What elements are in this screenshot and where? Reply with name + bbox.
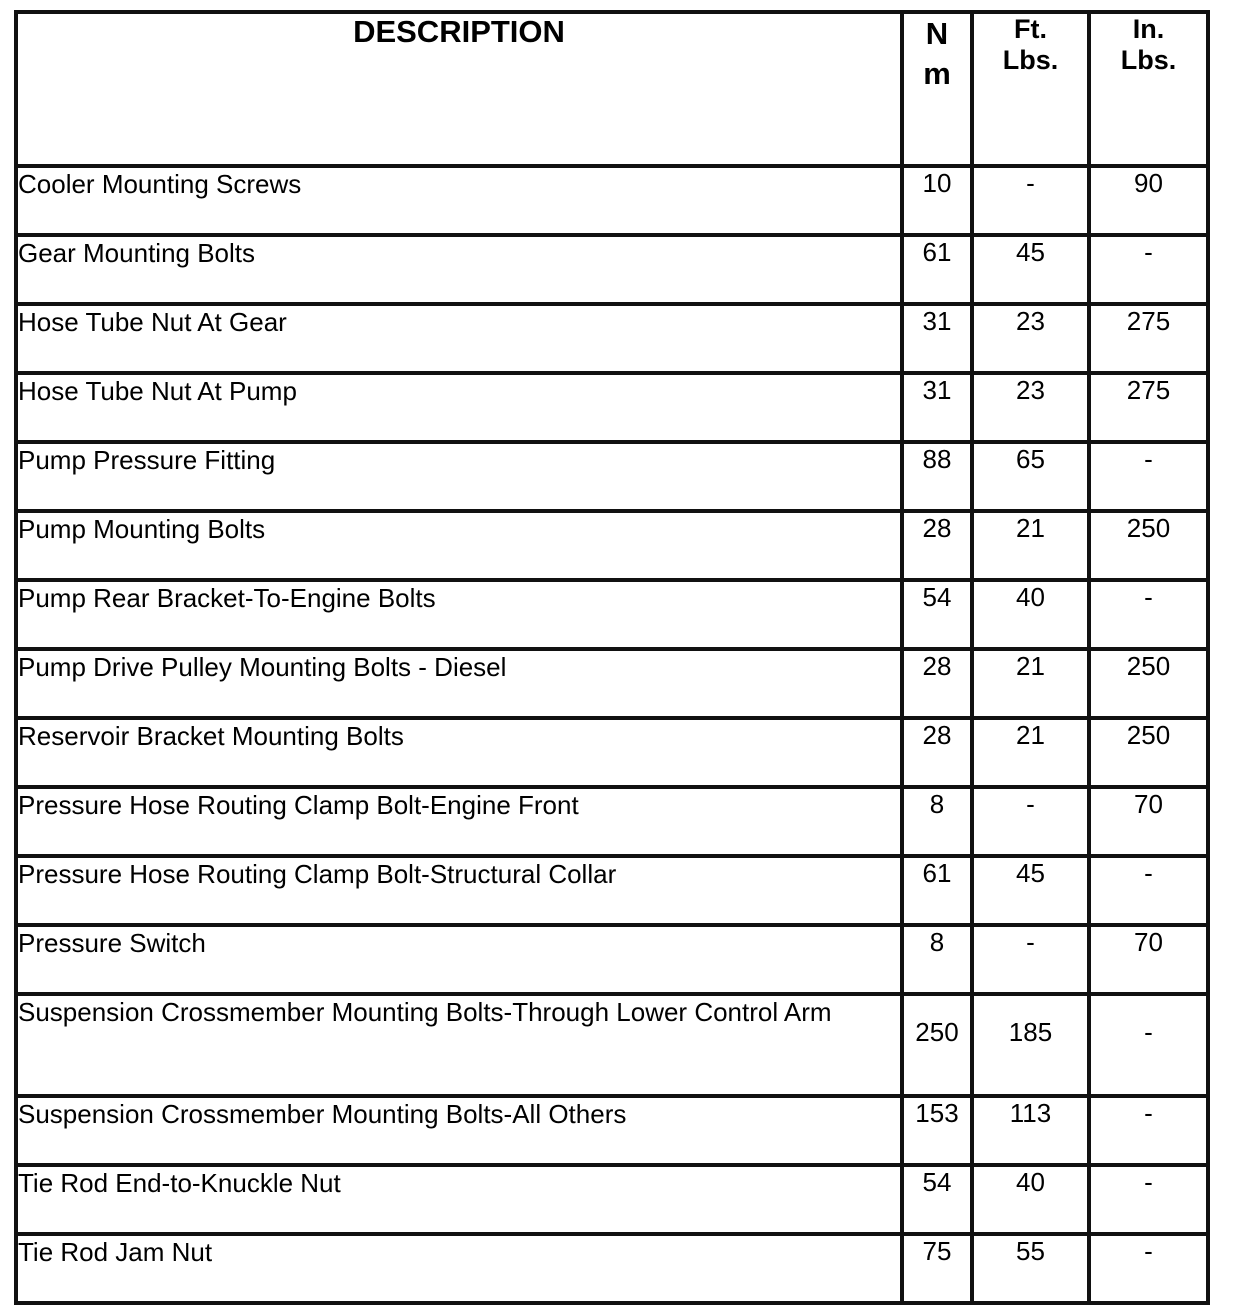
row-description: Gear Mounting Bolts (16, 235, 902, 304)
row-nm: 8 (902, 787, 972, 856)
row-in-lbs: 250 (1089, 649, 1208, 718)
row-description: Suspension Crossmember Mounting Bolts-All Others (16, 1096, 902, 1165)
row-in-lbs: 70 (1089, 787, 1208, 856)
row-ft-lbs: 40 (972, 1165, 1089, 1234)
table-row (16, 718, 1208, 787)
row-in-lbs: - (1089, 994, 1208, 1096)
header-row (16, 12, 1208, 166)
table-row (16, 1096, 1208, 1165)
table-row (16, 442, 1208, 511)
row-in-lbs: 275 (1089, 373, 1208, 442)
row-description: Pressure Hose Routing Clamp Bolt-Engine Front (16, 787, 902, 856)
row-ft-lbs: - (972, 166, 1089, 235)
row-description: Hose Tube Nut At Pump (16, 373, 902, 442)
row-ft-lbs: 21 (972, 718, 1089, 787)
row-nm: 31 (902, 304, 972, 373)
table-row (16, 235, 1208, 304)
header-in-line2: Lbs. (1120, 45, 1177, 75)
row-nm: 61 (902, 235, 972, 304)
header-description: DESCRIPTION (16, 12, 902, 166)
row-nm: 28 (902, 511, 972, 580)
row-description: Pump Mounting Bolts (16, 511, 902, 580)
row-ft-lbs: 185 (972, 994, 1089, 1096)
row-in-lbs: - (1089, 580, 1208, 649)
row-description: Pump Drive Pulley Mounting Bolts - Diesel (16, 649, 902, 718)
row-in-lbs: - (1089, 442, 1208, 511)
torque-spec-table (14, 10, 1210, 1305)
row-ft-lbs: 45 (972, 856, 1089, 925)
row-nm: 31 (902, 373, 972, 442)
table-row (16, 1234, 1208, 1303)
row-ft-lbs: 23 (972, 373, 1089, 442)
row-in-lbs: 90 (1089, 166, 1208, 235)
row-description: Suspension Crossmember Mounting Bolts-Through Lower Control Arm (16, 994, 902, 1096)
table-row (16, 373, 1208, 442)
table-row (16, 580, 1208, 649)
row-description: Pressure Hose Routing Clamp Bolt-Structural Collar (16, 856, 902, 925)
table-row (16, 856, 1208, 925)
row-in-lbs: - (1089, 235, 1208, 304)
row-ft-lbs: 65 (972, 442, 1089, 511)
row-ft-lbs: 40 (972, 580, 1089, 649)
row-nm: 54 (902, 1165, 972, 1234)
header-in-line1: In. (1132, 14, 1165, 44)
row-nm: 8 (902, 925, 972, 994)
row-nm: 54 (902, 580, 972, 649)
row-description: Hose Tube Nut At Gear (16, 304, 902, 373)
row-nm: 88 (902, 442, 972, 511)
row-ft-lbs: 23 (972, 304, 1089, 373)
row-description: Reservoir Bracket Mounting Bolts (16, 718, 902, 787)
row-description: Pressure Switch (16, 925, 902, 994)
table-row (16, 787, 1208, 856)
row-nm: 75 (902, 1234, 972, 1303)
row-description: Pump Rear Bracket-To-Engine Bolts (16, 580, 902, 649)
row-nm: 10 (902, 166, 972, 235)
row-ft-lbs: 21 (972, 511, 1089, 580)
header-nm-line2: m (923, 56, 951, 91)
table-row (16, 166, 1208, 235)
row-nm: 28 (902, 649, 972, 718)
row-in-lbs: - (1089, 1234, 1208, 1303)
header-foot-pounds (972, 12, 1089, 166)
table-row (16, 1165, 1208, 1234)
header-inch-pounds (1089, 12, 1208, 166)
row-in-lbs: 250 (1089, 718, 1208, 787)
row-in-lbs: - (1089, 1165, 1208, 1234)
table-row (16, 649, 1208, 718)
row-in-lbs: - (1089, 1096, 1208, 1165)
row-nm: 153 (902, 1096, 972, 1165)
table-row (16, 304, 1208, 373)
row-ft-lbs: 55 (972, 1234, 1089, 1303)
row-description: Tie Rod Jam Nut (16, 1234, 902, 1303)
table-row (16, 511, 1208, 580)
row-ft-lbs: - (972, 787, 1089, 856)
row-nm: 61 (902, 856, 972, 925)
row-description: Pump Pressure Fitting (16, 442, 902, 511)
row-description: Cooler Mounting Screws (16, 166, 902, 235)
table-row (16, 925, 1208, 994)
row-in-lbs: - (1089, 856, 1208, 925)
row-in-lbs: 275 (1089, 304, 1208, 373)
header-nm-line1: N (925, 16, 949, 51)
row-ft-lbs: 45 (972, 235, 1089, 304)
header-newton-meters (902, 12, 972, 166)
row-ft-lbs: 113 (972, 1096, 1089, 1165)
row-nm: 28 (902, 718, 972, 787)
row-nm: 250 (902, 994, 972, 1096)
header-ft-line2: Lbs. (1002, 45, 1059, 75)
row-ft-lbs: 21 (972, 649, 1089, 718)
row-description: Tie Rod End-to-Knuckle Nut (16, 1165, 902, 1234)
row-in-lbs: 70 (1089, 925, 1208, 994)
row-ft-lbs: - (972, 925, 1089, 994)
table-row (16, 994, 1208, 1096)
row-in-lbs: 250 (1089, 511, 1208, 580)
header-ft-line1: Ft. (1014, 14, 1047, 44)
